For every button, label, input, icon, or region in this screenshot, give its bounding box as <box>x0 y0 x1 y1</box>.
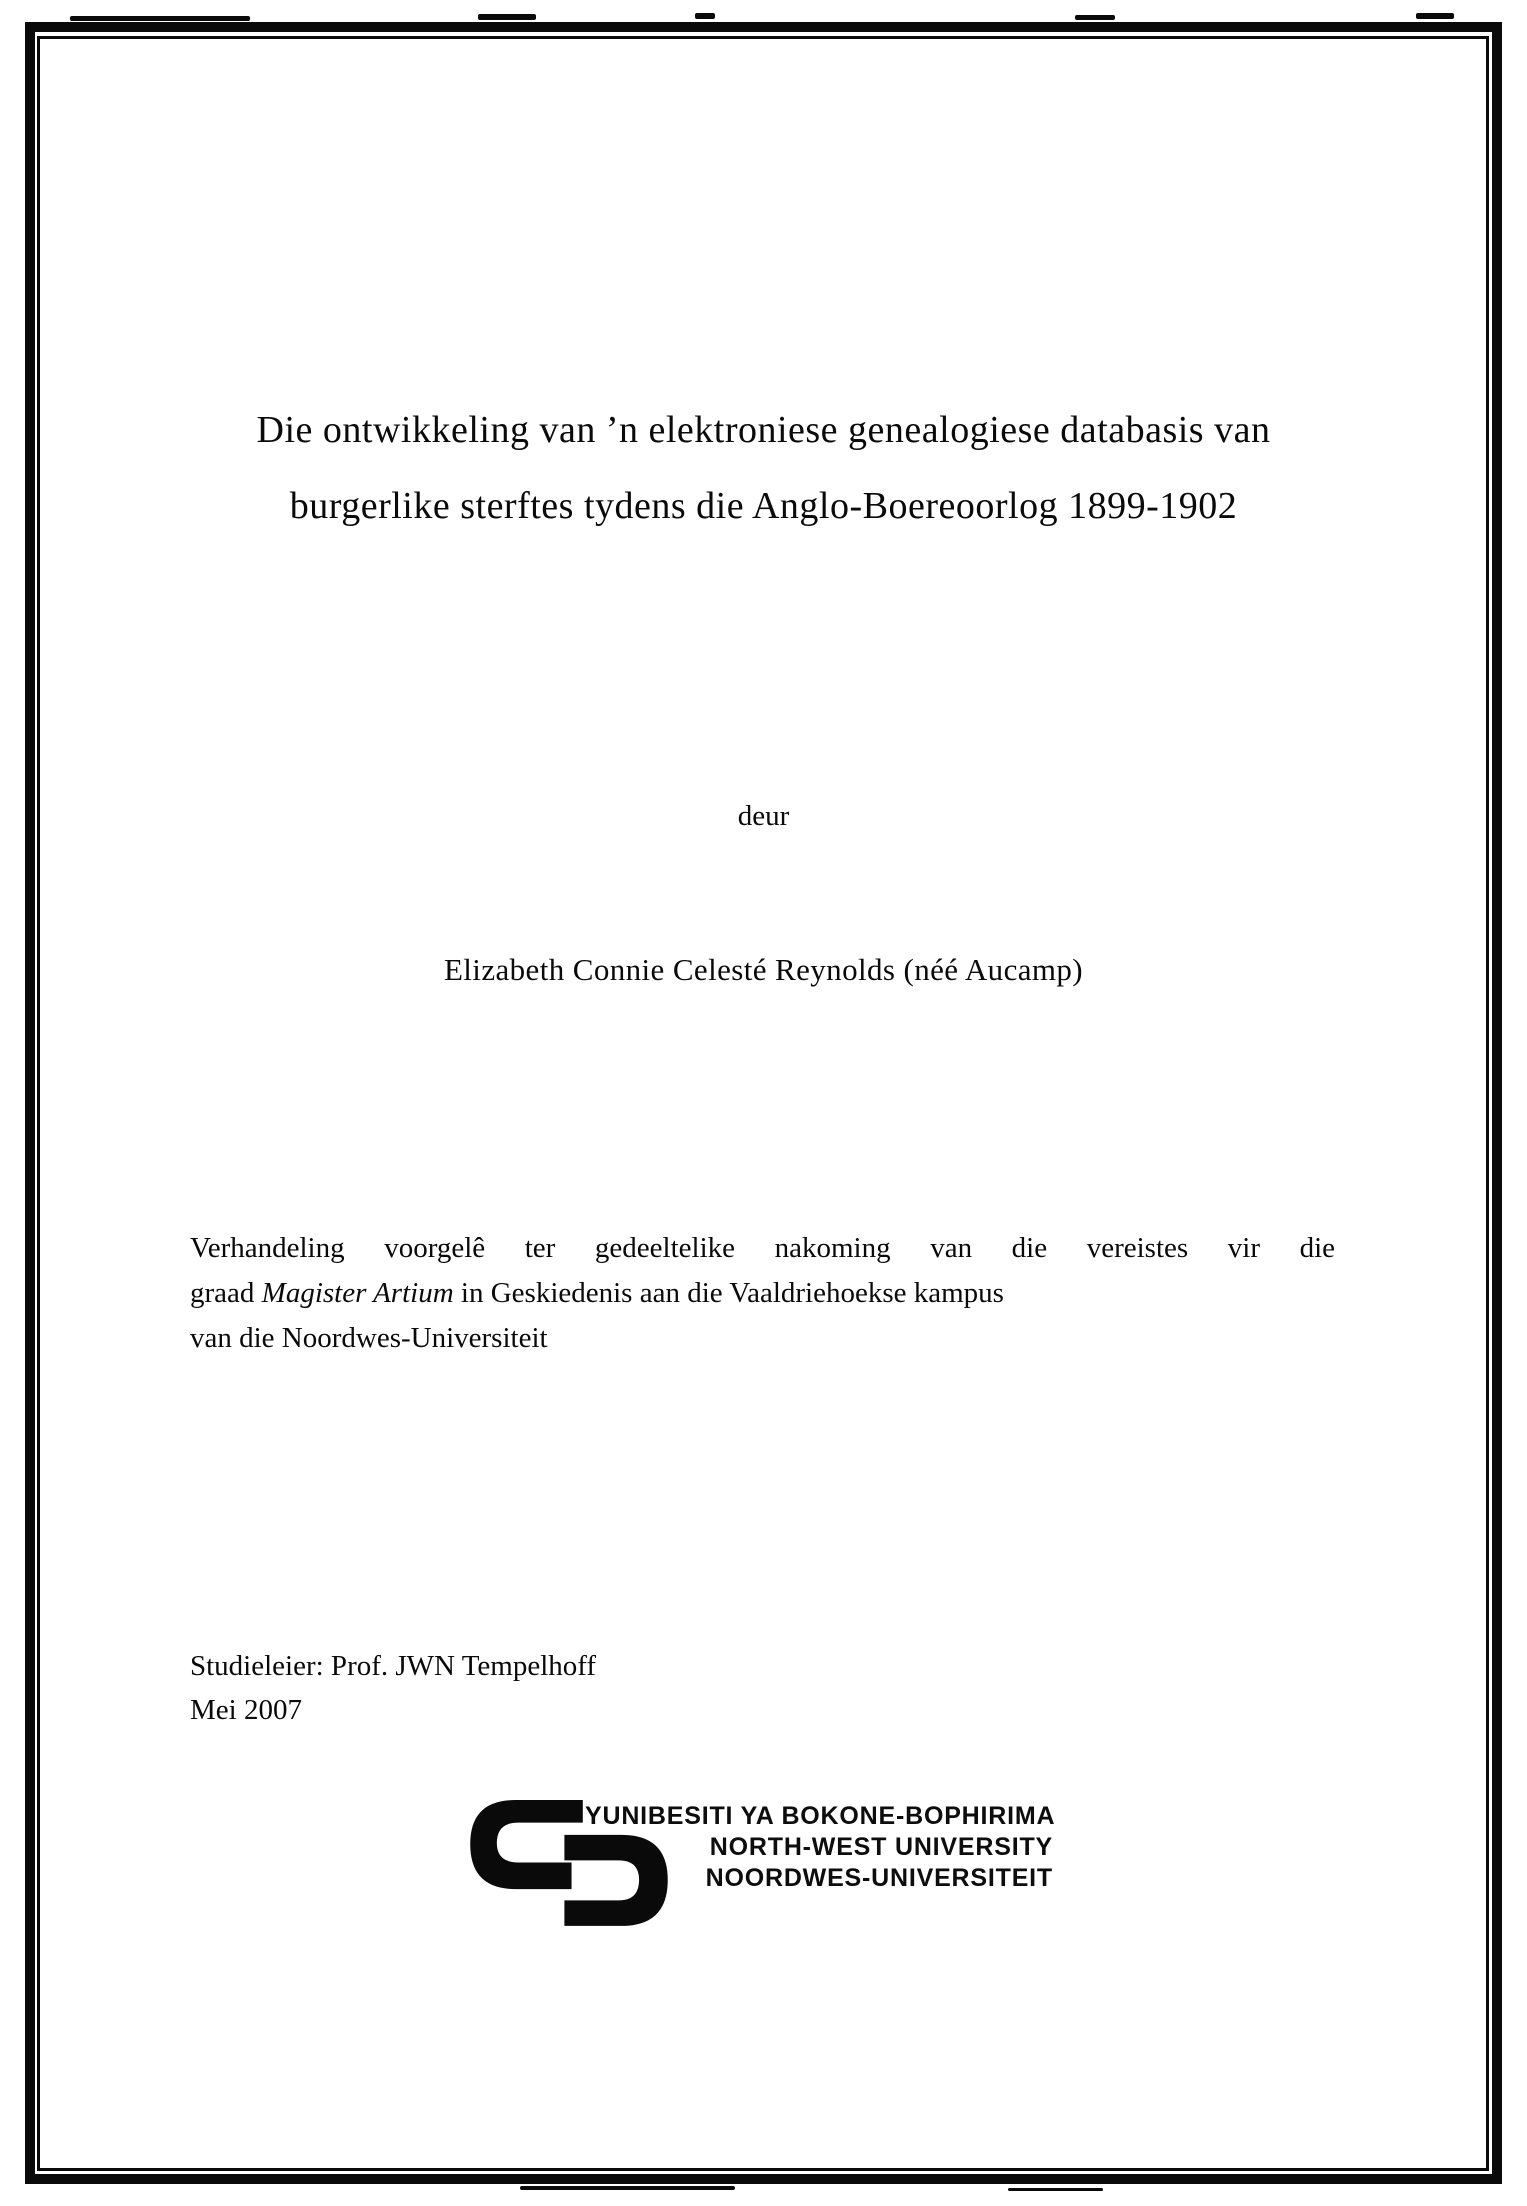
scan-artifact <box>1416 13 1454 19</box>
thesis-title <box>100 392 1427 544</box>
nwu-logo-text-line3: NOORDWES-UNIVERSITEIT <box>705 1864 1053 1892</box>
degree-statement-line2 <box>190 1271 1335 1316</box>
degree-statement-line1: Verhandeling voorgelê ter gedeeltelike nakoming van die vereistes vir die <box>190 1232 1335 1264</box>
supervisor-line: Studieleier: Prof. JWN Tempelhoff <box>190 1650 597 1682</box>
thesis-title-line1: Die ontwikkeling van ’n elektroniese genealogiese databasis van <box>256 409 1271 451</box>
nwu-logo-text-line2: NORTH-WEST UNIVERSITY <box>709 1833 1053 1861</box>
author-name: Elizabeth Connie Celesté Reynolds (néé Aucamp) <box>443 952 1084 987</box>
nwu-logo <box>467 1798 1127 1938</box>
degree-name: Magister Artium <box>261 1277 454 1309</box>
scan-artifact <box>1008 2188 1103 2191</box>
degree-statement-line2-prefix: graad <box>190 1277 262 1309</box>
nwu-logo-text-line1: YUNIBESITI YA BOKONE-BOPHIRIMA <box>585 1802 1056 1830</box>
degree-statement-line3: van die Noordwes-Universiteit <box>190 1322 548 1354</box>
scan-artifact <box>70 16 250 21</box>
scan-artifact <box>478 14 536 20</box>
scan-artifact <box>1075 15 1115 20</box>
scan-artifact <box>695 13 715 19</box>
thesis-title-line2: burgerlike sterftes tydens die Anglo-Boereoorlog 1899-1902 <box>289 485 1238 527</box>
date-line: Mei 2007 <box>190 1694 302 1726</box>
scan-artifact <box>520 2186 735 2190</box>
degree-statement-line2-suffix: in Geskiedenis aan die Vaaldriehoekse kampus <box>453 1277 1004 1309</box>
nwu-logo-text <box>585 1801 1056 1894</box>
degree-statement <box>190 1226 1335 1361</box>
supervisor-block <box>190 1644 596 1732</box>
byline-label: deur <box>737 800 790 832</box>
